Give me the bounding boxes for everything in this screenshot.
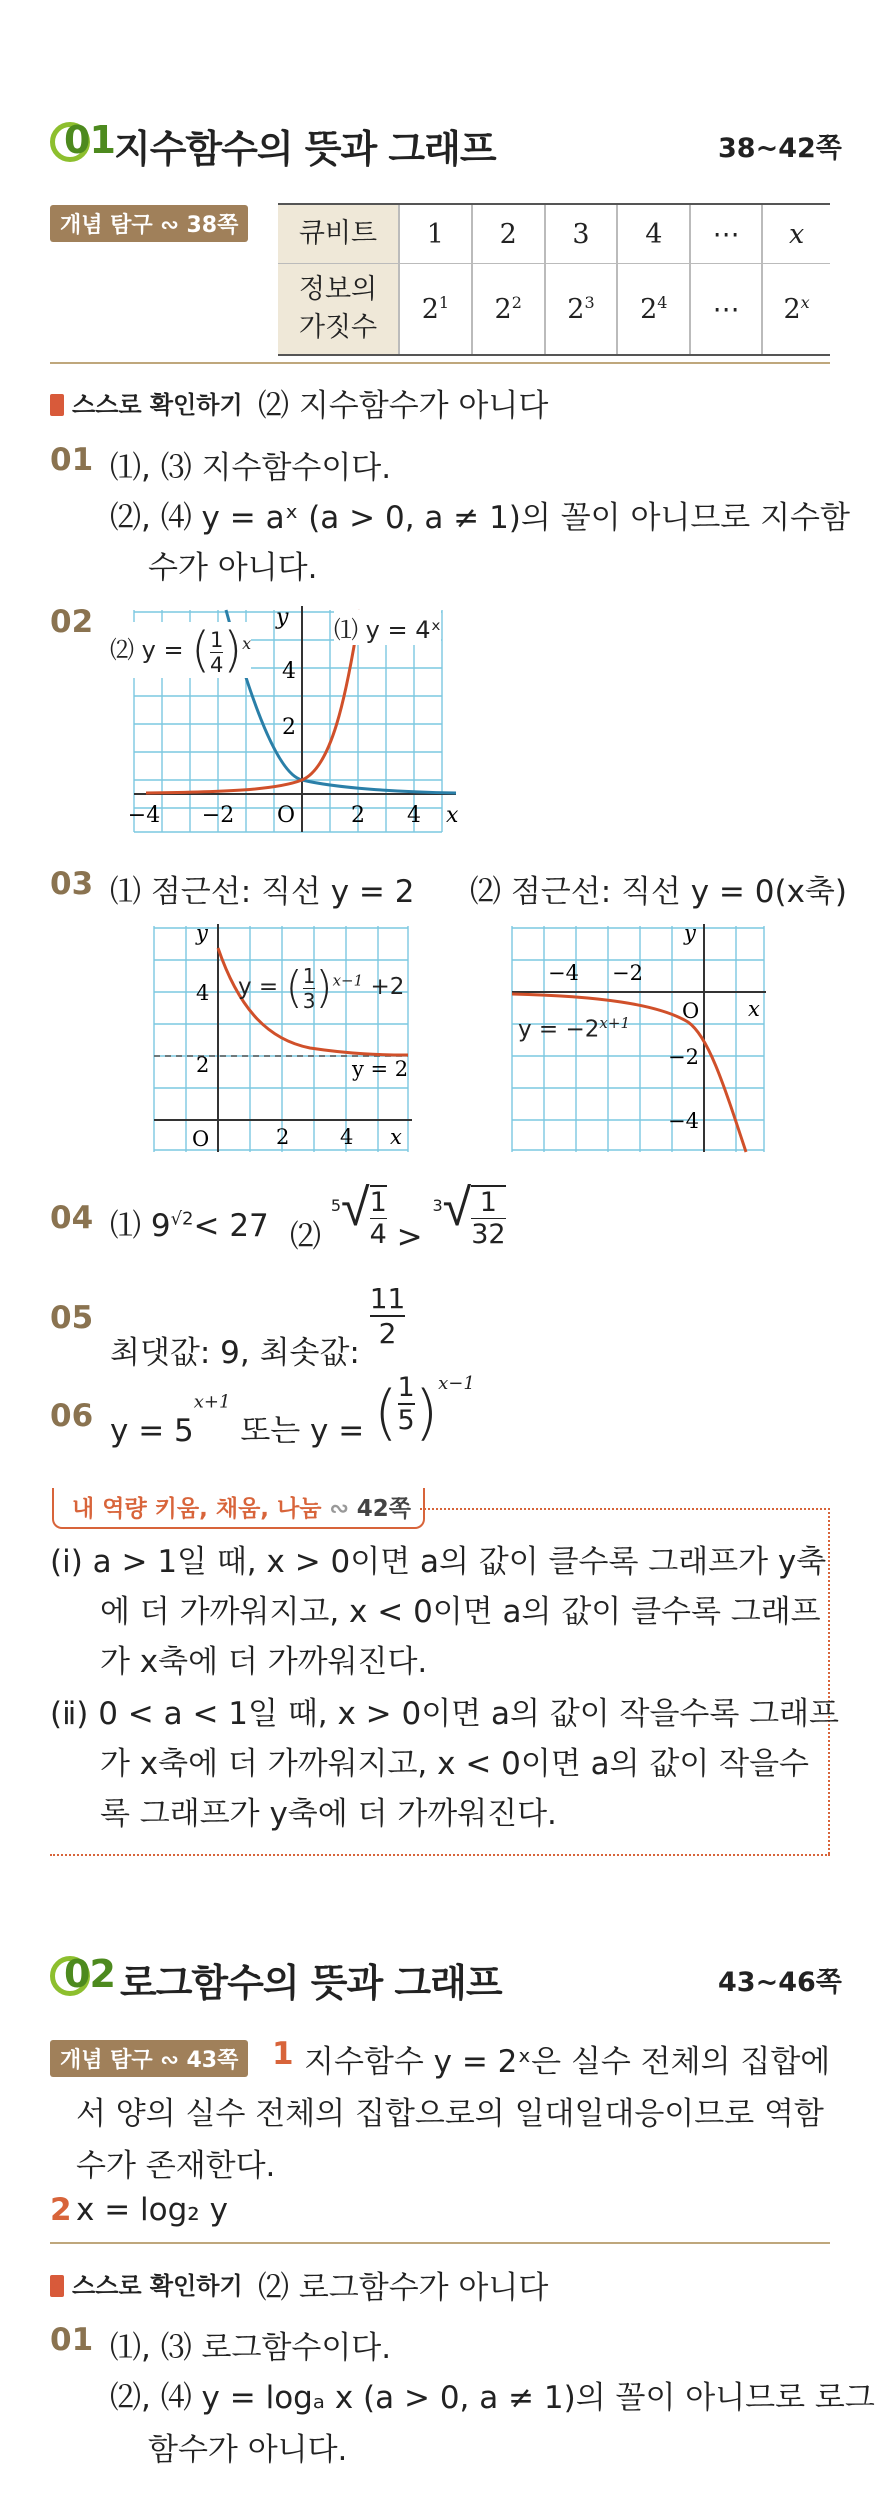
fraction <box>398 1372 415 1436</box>
self-check-1 <box>50 385 243 420</box>
essay-line: 록 그래프가 y축에 더 가까워진다. <box>100 1796 557 1832</box>
tick-label: 4 <box>340 1125 354 1149</box>
problem-number: 05 <box>50 1300 94 1336</box>
cell-base: 2 <box>567 294 585 325</box>
answer-line: ⑵, ⑷ y = aˣ (a > 0, a ≠ 1)의 꼴이 아니므로 지수함 <box>110 500 850 536</box>
paren: ) <box>223 622 243 678</box>
axis-label-y: y <box>684 922 696 945</box>
curve-label-2: ⑵ y = ( $\frac{1}{4}$ )$^x$ <box>110 622 252 678</box>
exponent: √2 <box>170 1208 194 1230</box>
concept-line: x = log₂ y <box>76 2192 228 2228</box>
frac-num: 11 <box>369 1282 406 1315</box>
axis-label-y: y <box>276 605 289 630</box>
cell-base: 2 <box>640 294 658 325</box>
table-header-count-line1: 정보의 <box>298 274 378 305</box>
curve-label-03-1 <box>238 962 404 1013</box>
concept-badge-1 <box>50 205 248 242</box>
essay-line: (ⅰ) a > 1일 때, x > 0이면 a의 값이 클수록 그래프가 y축 <box>50 1544 827 1580</box>
section-1-pages: 38~42쪽 <box>718 133 842 164</box>
answer-line: ⑴, ⑶ 로그함수이다. <box>110 2330 392 2366</box>
divider <box>50 2242 830 2244</box>
table-cell <box>472 264 545 356</box>
self-check-answer: ⑵ 로그함수가 아니다 <box>258 2270 549 2306</box>
curve-label-03-2 <box>518 1014 630 1043</box>
self-check-label: 스스로 확인하기 <box>72 391 243 419</box>
concept-line: 서 양의 실수 전체의 집합으로의 일대일대응이므로 역함 <box>76 2096 824 2132</box>
section-1-number: 01 <box>64 118 115 162</box>
cell-exp: 3 <box>584 293 595 312</box>
table-cell <box>545 264 618 356</box>
curve-label-1: ⑴ y = 4ˣ <box>334 610 441 645</box>
concept-label: 개념 탐구 <box>60 213 153 238</box>
concept-page: 43쪽 <box>186 2048 239 2073</box>
cell-exp: 4 <box>657 293 668 312</box>
answer-line: ⑵, ⑷ y = logₐ x (a > 0, a ≠ 1)의 꼴이 아니므로 로그 <box>110 2380 875 2416</box>
item-number: 2 <box>50 2192 72 2228</box>
concept-page: 38쪽 <box>186 213 239 238</box>
table-cell <box>762 264 830 356</box>
frac-num: 1 <box>302 964 316 988</box>
concept-label: 개념 탐구 <box>60 2048 153 2073</box>
essay-line: 가 x축에 더 가까워지고, x < 0이면 a의 값이 작을수 <box>100 1746 810 1782</box>
text: ⑴ 9 <box>110 1208 171 1244</box>
paren: ( <box>374 1378 398 1448</box>
essay-line: 에 더 가까워지고, x < 0이면 a의 값이 클수록 그래프 <box>100 1594 821 1630</box>
concept-badge-2 <box>50 2040 248 2077</box>
frac-den: 4 <box>369 1219 387 1250</box>
frac-den: 4 <box>209 653 224 677</box>
table-cell: ⋯ <box>690 264 762 356</box>
table-cell: 1 <box>399 204 472 264</box>
callout-tab <box>52 1488 425 1529</box>
table-header-qubit: 큐비트 <box>278 204 399 264</box>
answer-line: ⑵ 점근선: 직선 y = 0(x축) <box>470 874 847 910</box>
tick-label: −2 <box>201 803 235 828</box>
callout-label: 내 역량 키움, 채움, 나눔 <box>72 1496 322 1522</box>
tick-label: 2 <box>351 803 365 828</box>
divider <box>50 362 830 364</box>
cell-base: 2 <box>783 294 801 325</box>
frac-num: 1 <box>209 628 224 652</box>
section-2-pages: 43~46쪽 <box>718 1967 842 1998</box>
text: < 27 <box>193 1208 269 1244</box>
exponent: x−1 <box>438 1373 475 1394</box>
table-cell: x <box>762 204 830 264</box>
tick-label: 2 <box>276 1125 290 1149</box>
answer-line: ⑴ 점근선: 직선 y = 2 <box>110 874 415 910</box>
text: ⑵ <box>290 1219 321 1255</box>
fraction <box>210 628 223 677</box>
qubit-table <box>278 203 830 356</box>
callout-page: 42쪽 <box>356 1496 412 1522</box>
frac-den: 32 <box>471 1219 506 1250</box>
concept-line: 지수함수 y = 2ˣ은 실수 전체의 집합에 <box>304 2044 831 2080</box>
tick-label: 2 <box>196 1053 210 1077</box>
paren: ) <box>414 1378 439 1448</box>
radical: √ <box>442 1178 472 1238</box>
link-icon: ∾ <box>160 2048 179 2073</box>
axis-label-x: x <box>748 997 760 1021</box>
label-text: ⑵ y = <box>110 636 184 664</box>
link-icon: ∾ <box>160 213 179 238</box>
answer-line: ⑴, ⑶ 지수함수이다. <box>110 450 392 486</box>
tick-label: −2 <box>668 1045 699 1069</box>
frac-num: 1 <box>397 1372 415 1403</box>
frac-den: 3 <box>302 989 316 1013</box>
graph-03-1 <box>150 922 415 1157</box>
cell-exp: 1 <box>438 293 450 312</box>
answer-line: 함수가 아니다. <box>148 2432 348 2468</box>
self-check-answer: ⑵ 지수함수가 아니다 <box>258 388 549 424</box>
axis-label-x: x <box>390 1125 402 1149</box>
capacity-box <box>50 1488 840 1856</box>
text: 최댓값: 9, 최솟값: <box>110 1335 360 1371</box>
problem-number: 03 <box>50 866 94 902</box>
table-cell: 2 <box>472 204 545 264</box>
exponent: x−1 <box>332 971 364 990</box>
hand-icon <box>50 2275 64 2297</box>
problem-number: 02 <box>50 604 94 640</box>
text: 또는 y = <box>240 1413 365 1449</box>
hand-icon <box>50 394 64 416</box>
answer-06 <box>110 1372 475 1450</box>
tick-label: −2 <box>612 961 643 985</box>
answer-04-a <box>110 1200 269 1245</box>
self-check-2 <box>50 2266 243 2301</box>
essay-line: (ⅱ) 0 < a < 1일 때, x > 0이면 a의 값이 작을수록 그래프 <box>50 1696 840 1732</box>
table-cell: ⋯ <box>690 204 762 264</box>
section-2-number: 02 <box>64 1952 115 1996</box>
tick-label: 4 <box>282 659 296 684</box>
tick-label: −4 <box>668 1109 699 1133</box>
table-cell: 4 <box>617 204 690 264</box>
concept-line: 수가 존재한다. <box>76 2148 276 2184</box>
label-text: +2 <box>370 974 405 1000</box>
text: y = 5 <box>110 1413 194 1449</box>
text: > <box>396 1219 423 1255</box>
paren: ( <box>285 962 303 1013</box>
tick-label: −4 <box>127 803 161 828</box>
tick-label: 2 <box>282 715 296 740</box>
section-2-title: 로그함수의 뜻과 그래프 <box>120 1961 502 2005</box>
table-header-count-line2: 가짓수 <box>298 312 378 343</box>
box-top-border <box>420 1508 830 1510</box>
frac-den: 2 <box>378 1317 397 1350</box>
label-text: y = −2 <box>518 1016 600 1043</box>
tick-label: 4 <box>196 981 210 1005</box>
answer-05 <box>110 1282 405 1372</box>
origin-label: O <box>682 999 700 1023</box>
paren: ) <box>315 962 333 1013</box>
table-cell <box>617 264 690 356</box>
table-cell: 3 <box>545 204 618 264</box>
problem-number: 06 <box>50 1398 94 1434</box>
section-1-title: 지수함수의 뜻과 그래프 <box>114 127 496 171</box>
table-header-count <box>278 264 399 356</box>
essay-line: 가 x축에 더 가까워진다. <box>100 1644 428 1680</box>
answer-04-b <box>290 1178 506 1256</box>
tick-label: 4 <box>407 803 421 828</box>
cell-base: 2 <box>421 294 439 325</box>
fraction <box>370 1282 406 1350</box>
problem-number: 04 <box>50 1200 94 1236</box>
table-cell <box>399 264 472 356</box>
cell-base: 2 <box>494 294 512 325</box>
axis-label-y: y <box>196 922 208 945</box>
fraction <box>303 964 316 1013</box>
tick-label: −4 <box>548 961 579 985</box>
item-number: 1 <box>272 2036 294 2072</box>
frac-num: 1 <box>369 1187 387 1218</box>
root-index: 3 <box>432 1196 443 1215</box>
label-text: y = <box>238 974 279 1000</box>
origin-label: O <box>192 1127 210 1151</box>
box-bottom-border <box>50 1854 830 1856</box>
paren: ( <box>191 622 210 678</box>
root-index: 5 <box>330 1196 342 1215</box>
self-check-label: 스스로 확인하기 <box>72 2272 243 2300</box>
axis-label-x: x <box>446 803 459 828</box>
frac-den: 5 <box>397 1405 415 1436</box>
problem-number: 01 <box>50 442 94 478</box>
cell-exp: 2 <box>511 293 522 312</box>
box-right-border <box>828 1508 830 1854</box>
origin-label: O <box>276 803 296 828</box>
frac-num: 1 <box>471 1187 505 1219</box>
fraction <box>471 1185 505 1250</box>
problem-number: 01 <box>50 2322 94 2358</box>
cell-exp: x <box>800 293 810 312</box>
exponent: x+1 <box>599 1014 630 1032</box>
asymptote-label: y = 2 <box>352 1057 409 1081</box>
answer-line: 수가 아니다. <box>148 550 318 586</box>
fraction <box>370 1185 387 1250</box>
exponent: x+1 <box>193 1391 231 1413</box>
link-icon: ∾ <box>329 1496 349 1522</box>
radical: √ <box>341 1178 370 1238</box>
